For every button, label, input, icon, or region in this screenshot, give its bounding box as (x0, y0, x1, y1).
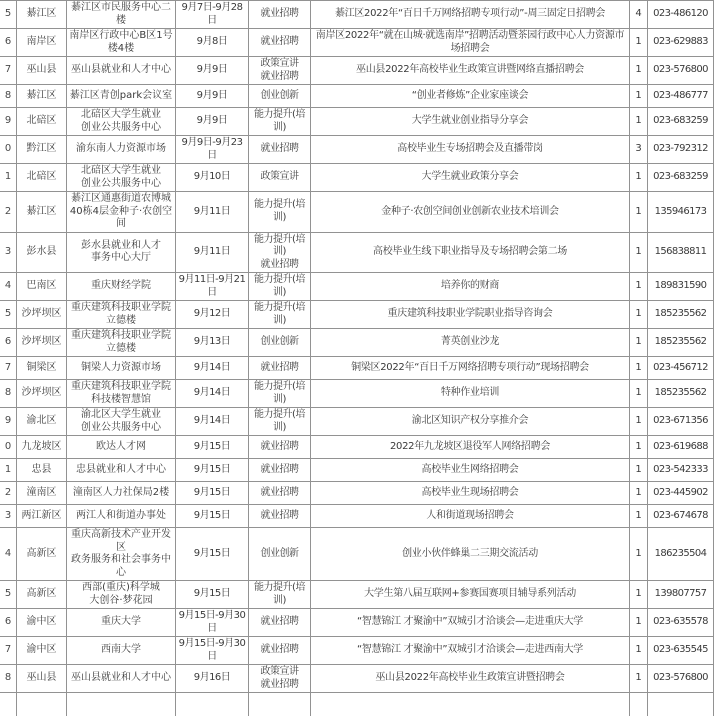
cell-sessions: 1 (630, 192, 648, 233)
cell-contact: 023-456712 (648, 357, 714, 380)
table-row (0, 273, 714, 301)
cell-category: 能力提升(培训) 就业招聘 (249, 232, 311, 273)
cell-contact: 023-576800 (648, 57, 714, 85)
cell-category: 创业创新 (249, 528, 311, 581)
cell-event: 巫山县2022年高校毕业生政策宣讲暨招聘会 (311, 665, 630, 693)
cell-event: 人和街道现场招聘会 (311, 505, 630, 528)
cell-sessions: 1 (630, 581, 648, 609)
cell-date: 9月15日 (176, 528, 249, 581)
cell-event: 高校毕业生专场招聘会及直播带岗 (311, 136, 630, 164)
cell-contact: 186235504 (648, 528, 714, 581)
cell-category: 政策宣讲 (249, 164, 311, 192)
cell-index: 6 (0, 29, 17, 57)
cell-district: 两江新区 (17, 505, 67, 528)
cell-date: 9月15日 (176, 436, 249, 459)
cell-index: 5 (0, 581, 17, 609)
cell-contact: 023-671356 (648, 408, 714, 436)
table-row (0, 108, 714, 136)
cell-event: 大学生第八届互联网+参赛国赛项目辅导系列活动 (311, 581, 630, 609)
cell-sessions: 1 (630, 665, 648, 693)
cell-sessions: 1 (630, 29, 648, 57)
cell-index: 7 (0, 357, 17, 380)
cell-contact-empty (648, 693, 714, 716)
cell-venue: 西南大学 (67, 637, 176, 665)
cell-sessions: 1 (630, 164, 648, 192)
cell-contact: 023-792312 (648, 136, 714, 164)
cell-venue: 两江人和街道办事处 (67, 505, 176, 528)
cell-contact: 023-619688 (648, 436, 714, 459)
cell-category: 就业招聘 (249, 357, 311, 380)
table-row (0, 1, 714, 29)
cell-event: “创业者修炼”企业家座谈会 (311, 85, 630, 108)
table-row (0, 329, 714, 357)
cell-district: 高新区 (17, 581, 67, 609)
table-row (0, 380, 714, 408)
cell-district: 巴南区 (17, 273, 67, 301)
cell-district: 沙坪坝区 (17, 329, 67, 357)
cell-date: 9月15日-9月30日 (176, 637, 249, 665)
cell-category: 政策宣讲 就业招聘 (249, 57, 311, 85)
cell-district: 沙坪坝区 (17, 301, 67, 329)
cell-category: 能力提升(培训) (249, 192, 311, 233)
partial-next-row (0, 693, 714, 716)
cell-date: 9月10日 (176, 164, 249, 192)
cell-category: 就业招聘 (249, 436, 311, 459)
cell-contact: 139807757 (648, 581, 714, 609)
cell-venue: 重庆大学 (67, 609, 176, 637)
cell-date: 9月9日-9月23日 (176, 136, 249, 164)
cell-event: 高校毕业生现场招聘会 (311, 482, 630, 505)
cell-district: 潼南区 (17, 482, 67, 505)
cell-district: 彭水县 (17, 232, 67, 273)
cell-sessions: 1 (630, 85, 648, 108)
cell-category: 能力提升(培训) (249, 380, 311, 408)
cell-sessions: 1 (630, 436, 648, 459)
cell-index: 6 (0, 329, 17, 357)
cell-sessions: 1 (630, 57, 648, 85)
table-row (0, 436, 714, 459)
cell-district: 忠县 (17, 459, 67, 482)
cell-contact: 185235562 (648, 329, 714, 357)
cell-index: 1 (0, 459, 17, 482)
cell-venue: 南岸区行政中心B区1号楼4楼 (67, 29, 176, 57)
cell-date: 9月13日 (176, 329, 249, 357)
cell-district: 北碚区 (17, 108, 67, 136)
cell-category: 就业招聘 (249, 505, 311, 528)
cell-category: 能力提升(培训) (249, 273, 311, 301)
cell-event: 高校毕业生网络招聘会 (311, 459, 630, 482)
cell-date: 9月11日 (176, 192, 249, 233)
cell-venue-empty (67, 693, 176, 716)
cell-date: 9月12日 (176, 301, 249, 329)
table-row (0, 164, 714, 192)
cell-venue: 重庆高新技术产业开发区 政务服务和社会事务中心 (67, 528, 176, 581)
cell-sessions: 1 (630, 505, 648, 528)
cell-category: 能力提升(培训) (249, 301, 311, 329)
cell-category: 就业招聘 (249, 459, 311, 482)
table-row (0, 459, 714, 482)
cell-venue: 潼南区人力社保局2楼 (67, 482, 176, 505)
cell-district: 綦江区 (17, 85, 67, 108)
cell-date: 9月15日-9月30日 (176, 609, 249, 637)
cell-district: 南岸区 (17, 29, 67, 57)
cell-event: 创业小伙伴蜂巢二三期交流活动 (311, 528, 630, 581)
cell-date: 9月15日 (176, 581, 249, 609)
cell-district: 北碚区 (17, 164, 67, 192)
cell-venue: 綦江区通惠街道农博城 40栋4层金种子·农创空间 (67, 192, 176, 233)
cell-category: 创业创新 (249, 329, 311, 357)
cell-district: 黔江区 (17, 136, 67, 164)
cell-contact: 023-445902 (648, 482, 714, 505)
cell-sessions: 1 (630, 301, 648, 329)
cell-event: 大学生就业政策分享会 (311, 164, 630, 192)
cell-event: “智慧锦江 才聚渝中”双城引才洽谈会—走进重庆大学 (311, 609, 630, 637)
table-row (0, 136, 714, 164)
events-table-body (0, 1, 714, 716)
cell-sessions: 1 (630, 408, 648, 436)
cell-event: 培养你的财商 (311, 273, 630, 301)
cell-category: 就业招聘 (249, 136, 311, 164)
cell-category: 政策宣讲 就业招聘 (249, 665, 311, 693)
cell-contact: 185235562 (648, 301, 714, 329)
cell-category-empty (249, 693, 311, 716)
cell-district: 綦江区 (17, 1, 67, 29)
cell-venue: 欧达人才网 (67, 436, 176, 459)
cell-district: 綦江区 (17, 192, 67, 233)
cell-contact: 135946173 (648, 192, 714, 233)
cell-index: 0 (0, 436, 17, 459)
cell-date: 9月14日 (176, 380, 249, 408)
cell-date: 9月15日 (176, 459, 249, 482)
table-row (0, 301, 714, 329)
cell-venue: 重庆建筑科技职业学院立德楼 (67, 329, 176, 357)
cell-venue: 渝北区大学生就业 创业公共服务中心 (67, 408, 176, 436)
cell-contact: 189831590 (648, 273, 714, 301)
cell-event: 铜梁区2022年“百日千万网络招聘专项行动”现场招聘会 (311, 357, 630, 380)
cell-sessions: 1 (630, 528, 648, 581)
cell-index: 7 (0, 637, 17, 665)
cell-sessions: 1 (630, 637, 648, 665)
cell-contact: 023-486120 (648, 1, 714, 29)
cell-event: 渝北区知识产权分享推介会 (311, 408, 630, 436)
cell-event: 高校毕业生线下职业指导及专场招聘会第二场 (311, 232, 630, 273)
cell-sessions: 1 (630, 232, 648, 273)
cell-event: “智慧锦江 才聚渝中”双城引才洽谈会—走进西南大学 (311, 637, 630, 665)
cell-venue: 北碚区大学生就业 创业公共服务中心 (67, 164, 176, 192)
cell-index: 1 (0, 164, 17, 192)
cell-category: 就业招聘 (249, 29, 311, 57)
cell-district: 九龙坡区 (17, 436, 67, 459)
cell-event: 重庆建筑科技职业学院职业指导咨询会 (311, 301, 630, 329)
cell-contact: 185235562 (648, 380, 714, 408)
cell-contact: 023-576800 (648, 665, 714, 693)
table-row (0, 637, 714, 665)
cell-district: 渝中区 (17, 637, 67, 665)
cell-contact: 023-683259 (648, 108, 714, 136)
cell-event: 大学生就业创业指导分享会 (311, 108, 630, 136)
cell-index: 9 (0, 408, 17, 436)
cell-date: 9月11日 (176, 232, 249, 273)
cell-venue: 忠县就业和人才中心 (67, 459, 176, 482)
cell-contact: 023-635578 (648, 609, 714, 637)
cell-district: 沙坪坝区 (17, 380, 67, 408)
cell-index: 3 (0, 505, 17, 528)
cell-venue: 西部(重庆)科学城 大创谷·梦花园 (67, 581, 176, 609)
cell-sessions: 4 (630, 1, 648, 29)
cell-index: 8 (0, 380, 17, 408)
cell-index-empty (0, 693, 17, 716)
cell-contact: 156838811 (648, 232, 714, 273)
table-row (0, 408, 714, 436)
cell-date: 9月16日 (176, 665, 249, 693)
cell-index: 5 (0, 301, 17, 329)
cell-index: 5 (0, 1, 17, 29)
cell-index: 9 (0, 108, 17, 136)
cell-category: 就业招聘 (249, 1, 311, 29)
cell-date: 9月15日 (176, 482, 249, 505)
table-row (0, 192, 714, 233)
cell-category: 能力提升(培训) (249, 108, 311, 136)
cell-district: 巫山县 (17, 57, 67, 85)
cell-district: 渝北区 (17, 408, 67, 436)
cell-district: 渝中区 (17, 609, 67, 637)
cell-contact: 023-635545 (648, 637, 714, 665)
cell-venue: 綦江区青创park会议室 (67, 85, 176, 108)
cell-sessions: 1 (630, 459, 648, 482)
cell-index: 4 (0, 528, 17, 581)
cell-category: 就业招聘 (249, 637, 311, 665)
cell-sessions: 1 (630, 380, 648, 408)
cell-venue: 渝东南人力资源市场 (67, 136, 176, 164)
cell-event: 2022年九龙坡区退役军人网络招聘会 (311, 436, 630, 459)
cell-sessions: 1 (630, 273, 648, 301)
table-row (0, 609, 714, 637)
cell-sessions: 1 (630, 329, 648, 357)
cell-sessions-empty (630, 693, 648, 716)
cell-index: 2 (0, 192, 17, 233)
cell-category: 能力提升(培训) (249, 581, 311, 609)
cell-index: 8 (0, 665, 17, 693)
cell-index: 6 (0, 609, 17, 637)
table-row (0, 528, 714, 581)
table-row (0, 29, 714, 57)
cell-contact: 023-683259 (648, 164, 714, 192)
cell-date: 9月9日 (176, 85, 249, 108)
cell-index: 4 (0, 273, 17, 301)
cell-category: 就业招聘 (249, 609, 311, 637)
cell-event: 金种子·农创空间创业创新农业技术培训会 (311, 192, 630, 233)
cell-event: 菁英创业沙龙 (311, 329, 630, 357)
table-row (0, 482, 714, 505)
cell-contact: 023-674678 (648, 505, 714, 528)
table-row (0, 232, 714, 273)
table-row (0, 85, 714, 108)
cell-venue: 重庆建筑科技职业学院立德楼 (67, 301, 176, 329)
cell-contact: 023-629883 (648, 29, 714, 57)
cell-event: 綦江区2022年“百日千万网络招聘专项行动”-周三固定日招聘会 (311, 1, 630, 29)
cell-venue: 巫山县就业和人才中心 (67, 665, 176, 693)
cell-date: 9月8日 (176, 29, 249, 57)
cell-district: 铜梁区 (17, 357, 67, 380)
table-row (0, 505, 714, 528)
cell-date: 9月14日 (176, 357, 249, 380)
cell-district: 高新区 (17, 528, 67, 581)
cell-category: 就业招聘 (249, 482, 311, 505)
cell-category: 能力提升(培训) (249, 408, 311, 436)
cell-event: 巫山县2022年高校毕业生政策宣讲暨网络直播招聘会 (311, 57, 630, 85)
cell-event: 特种作业培训 (311, 380, 630, 408)
cell-index: 7 (0, 57, 17, 85)
table-row (0, 581, 714, 609)
cell-index: 8 (0, 85, 17, 108)
cell-sessions: 1 (630, 482, 648, 505)
cell-index: 3 (0, 232, 17, 273)
cell-date-empty (176, 693, 249, 716)
cell-event: 南岸区2022年“就在山城·就选南岸”招聘活动暨茶园行政中心人力资源市场招聘会 (311, 29, 630, 57)
cell-venue: 綦江区市民服务中心二楼 (67, 1, 176, 29)
cell-contact: 023-542333 (648, 459, 714, 482)
cell-category: 创业创新 (249, 85, 311, 108)
table-row (0, 357, 714, 380)
cell-venue: 重庆财经学院 (67, 273, 176, 301)
cell-district: 巫山县 (17, 665, 67, 693)
cell-venue: 北碚区大学生就业 创业公共服务中心 (67, 108, 176, 136)
cell-date: 9月9日 (176, 57, 249, 85)
cell-venue: 彭水县就业和人才 事务中心大厅 (67, 232, 176, 273)
cell-index: 0 (0, 136, 17, 164)
cell-sessions: 1 (630, 108, 648, 136)
cell-date: 9月9日 (176, 108, 249, 136)
cell-venue: 铜梁人力资源市场 (67, 357, 176, 380)
cell-index: 2 (0, 482, 17, 505)
cell-sessions: 3 (630, 136, 648, 164)
cell-date: 9月7日-9月28日 (176, 1, 249, 29)
cell-venue: 巫山县就业和人才中心 (67, 57, 176, 85)
cell-date: 9月15日 (176, 505, 249, 528)
cell-venue: 重庆建筑科技职业学院 科技楼智慧馆 (67, 380, 176, 408)
cell-district-empty (17, 693, 67, 716)
table-row (0, 665, 714, 693)
cell-contact: 023-486777 (648, 85, 714, 108)
cell-event-empty (311, 693, 630, 716)
cell-sessions: 1 (630, 357, 648, 380)
cell-sessions: 1 (630, 609, 648, 637)
cell-date: 9月14日 (176, 408, 249, 436)
table-row (0, 57, 714, 85)
cell-date: 9月11日-9月21日 (176, 273, 249, 301)
